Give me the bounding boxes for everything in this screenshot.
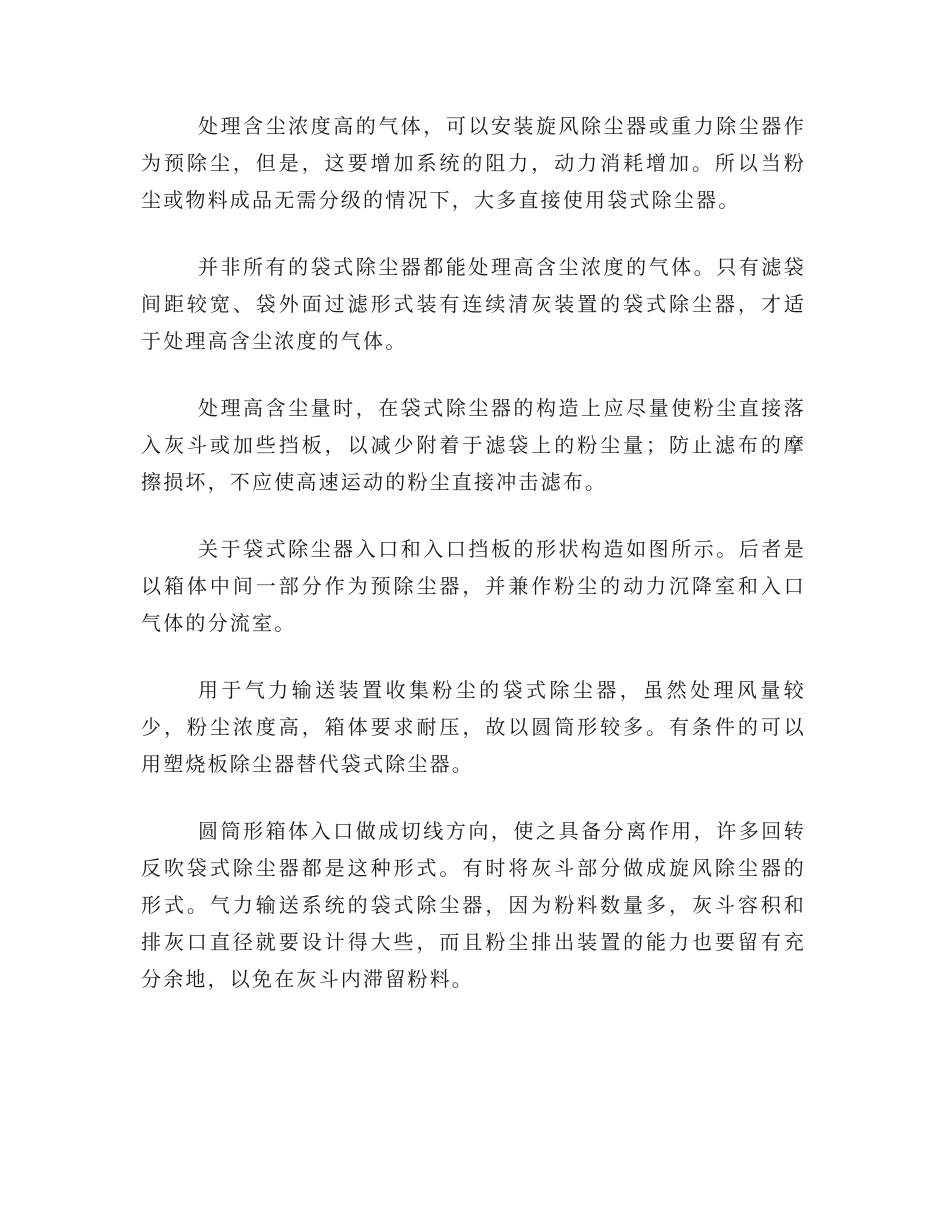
paragraph-4: 关于袋式除尘器入口和入口挡板的形状构造如图所示。后者是以箱体中间一部分作为预除尘器，并兼作粉尘的动力沉降室和入口气体的分流室。 bbox=[141, 537, 806, 635]
paragraph-5: 用于气力输送装置收集粉尘的袋式除尘器，虽然处理风量较少，粉尘浓度高，箱体要求耐压，故以圆筒形较多。有条件的可以用塑烧板除尘器替代袋式除尘器。 bbox=[141, 678, 806, 776]
paragraph-3: 处理高含尘量时，在袋式除尘器的构造上应尽量使粉尘直接落入灰斗或加些挡板，以减少附着于滤袋上的粉尘量；防止滤布的摩擦损坏，不应使高速运动的粉尘直接冲击滤布。 bbox=[141, 396, 806, 494]
paragraph-6: 圆筒形箱体入口做成切线方向，使之具备分离作用，许多回转反吹袋式除尘器都是这种形式。有时将灰斗部分做成旋风除尘器的形式。气力输送系统的袋式除尘器，因为粉料数量多，灰斗容积和排灰口直径就要设计得大些，而且粉尘排出装置的能力也要留有充分余地，以免在灰斗内滞留粉料。 bbox=[141, 819, 806, 991]
paragraph-2: 并非所有的袋式除尘器都能处理高含尘浓度的气体。只有滤袋间距较宽、袋外面过滤形式装有连续清灰装置的袋式除尘器，才适于处理高含尘浓度的气体。 bbox=[141, 255, 806, 353]
document-body bbox=[141, 108, 806, 1028]
paragraph-1: 处理含尘浓度高的气体，可以安装旋风除尘器或重力除尘器作为预除尘，但是，这要增加系统的阻力，动力消耗增加。所以当粉尘或物料成品无需分级的情况下，大多直接使用袋式除尘器。 bbox=[141, 114, 806, 212]
